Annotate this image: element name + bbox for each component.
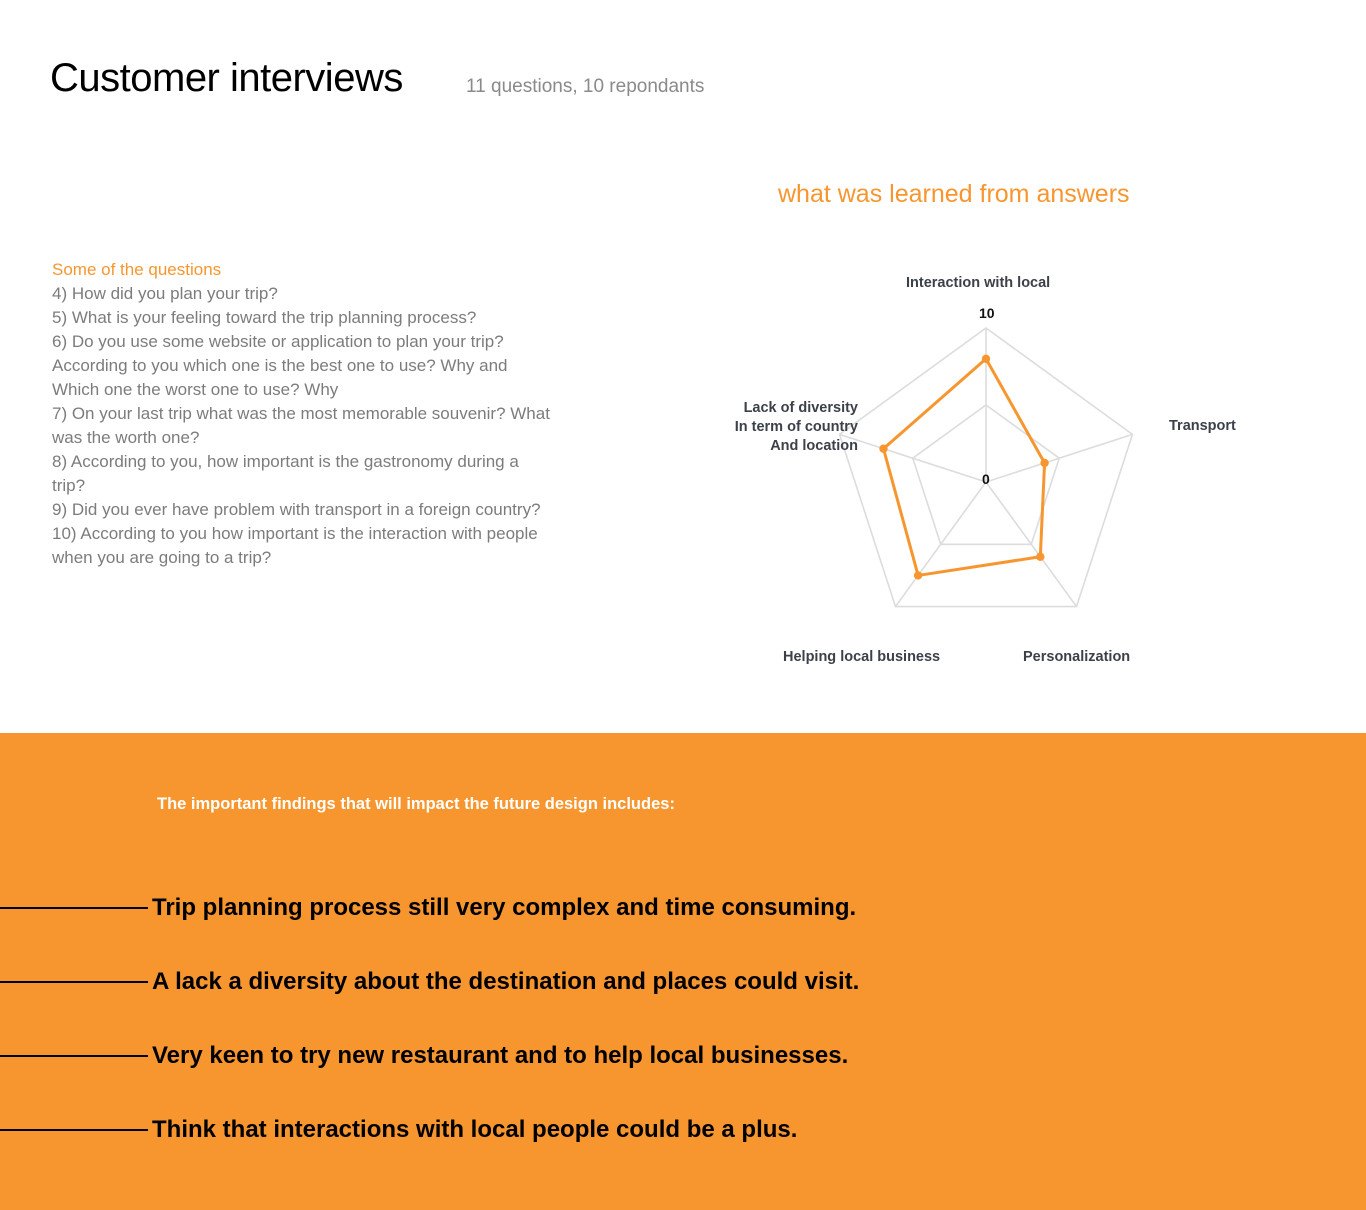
lack-of-diversity-line-3: And location xyxy=(770,438,858,454)
question-item: 4) How did you plan your trip? xyxy=(52,284,278,303)
finding-text: Trip planning process still very complex and time consuming. xyxy=(152,894,857,921)
dash-icon xyxy=(0,1055,148,1057)
radar-scale-min-label: 0 xyxy=(982,471,990,487)
question-item: 5) What is your feeling toward the trip planning process? xyxy=(52,308,477,327)
radar-series xyxy=(879,355,1049,580)
radar-axis-spoke xyxy=(840,434,986,482)
lack-of-diversity-line-1: Lack of diversity xyxy=(743,400,858,416)
radar-data-point xyxy=(879,444,887,452)
radar-axis-spoke xyxy=(986,434,1132,482)
radar-chart xyxy=(670,265,1270,675)
radar-axis-label-transport: Transport xyxy=(1169,418,1236,434)
question-item: 6) Do you use some website or application to plan your trip? According to you which one is the best one to use? Why and Which one the worst one to use? Why xyxy=(52,332,508,399)
radar-scale-max-label: 10 xyxy=(979,305,995,321)
radar-data-point xyxy=(914,571,922,579)
page-title: Customer interviews xyxy=(50,56,403,100)
radar-data-point xyxy=(1040,459,1048,467)
finding-text: A lack a diversity about the destination and places could visit. xyxy=(152,968,860,995)
finding-item xyxy=(0,945,1366,1019)
lack-of-diversity-line-2: In term of country xyxy=(734,419,858,435)
finding-text: Think that interactions with local people could be a plus. xyxy=(152,1116,798,1143)
chart-heading: what was learned from answers xyxy=(778,180,1130,208)
finding-text: Very keen to try new restaurant and to help local businesses. xyxy=(152,1042,849,1069)
finding-item xyxy=(0,1093,1366,1167)
question-item: 8) According to you, how important is the gastronomy during a trip? xyxy=(52,452,519,495)
dash-icon xyxy=(0,1129,148,1131)
radar-chart-svg xyxy=(670,265,1270,675)
dash-icon xyxy=(0,981,148,983)
findings-section xyxy=(0,733,1366,1210)
finding-item xyxy=(0,871,1366,945)
interview-meta: 11 questions, 10 repondants xyxy=(466,76,705,97)
questions-panel xyxy=(52,258,552,570)
questions-heading: Some of the questions xyxy=(52,260,222,279)
radar-axis-label-personalization: Personalization xyxy=(1023,649,1131,665)
question-item: 9) Did you ever have problem with transport in a foreign country? xyxy=(52,500,541,519)
radar-axis-label-lack-of-diversity xyxy=(698,399,858,456)
radar-series-polygon xyxy=(883,359,1044,576)
findings-intro: The important findings that will impact the future design includes: xyxy=(157,795,675,813)
dash-icon xyxy=(0,907,148,909)
question-item: 10) According to you how important is the interaction with people when you are going to a trip? xyxy=(52,524,538,567)
radar-axis-label-helping-local-business: Helping local business xyxy=(783,649,941,665)
findings-list xyxy=(0,871,1366,1167)
finding-item xyxy=(0,1019,1366,1093)
question-item: 7) On your last trip what was the most memorable souvenir? What was the worth one? xyxy=(52,404,550,447)
radar-data-point xyxy=(982,355,990,363)
radar-axis-label-interaction-with-local: Interaction with local xyxy=(906,275,1051,291)
radar-data-point xyxy=(1036,553,1044,561)
